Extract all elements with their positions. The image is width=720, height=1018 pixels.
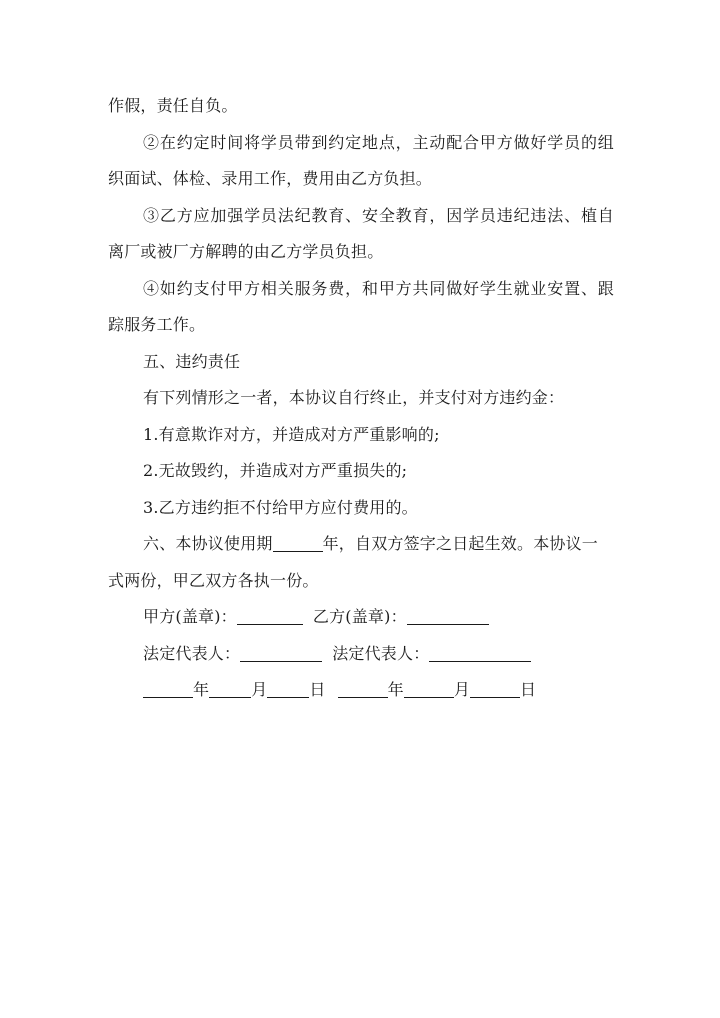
paragraph-line <box>108 526 614 563</box>
month-label: 月 <box>453 680 471 699</box>
rep-b-blank <box>429 645 531 662</box>
paragraph-line: 有下列情形之一者，本协议自行终止，并支付对方违约金： <box>143 388 565 407</box>
signature-row-representatives <box>108 636 614 673</box>
paragraph-line: 作假，责任自负。 <box>108 96 238 115</box>
list-item: 3.乙方违约拒不付给甲方应付费用的。 <box>143 497 418 517</box>
year-label: 年 <box>193 680 210 699</box>
paragraph-line: 式两份，甲乙双方各执一份。 <box>108 570 319 590</box>
list-item: 1.有意欺诈对方，并造成对方严重影响的; <box>143 424 440 444</box>
party-b-label: 乙方(盖章)： <box>312 607 407 626</box>
date-b-month-blank <box>404 681 454 698</box>
signature-row-parties <box>108 599 614 636</box>
party-a-label: 甲方(盖章)： <box>143 607 237 626</box>
paragraph-line: 离厂或被厂方解聘的由乙方学员负担。 <box>108 242 384 261</box>
section6-prefix: 六、本协议使用期 <box>143 534 273 553</box>
year-label: 年 <box>387 680 404 699</box>
rep-a-blank <box>240 645 322 662</box>
document-body <box>108 88 614 709</box>
term-blank <box>273 535 323 552</box>
paragraph-line: ④如约支付甲方相关服务费，和甲方共同做好学生就业安置、跟 <box>143 278 614 298</box>
paragraph-line: 踪服务工作。 <box>108 315 206 334</box>
paragraph-line: ②在约定时间将学员带到约定地点，主动配合甲方做好学员的组 <box>143 132 614 152</box>
section6-suffix: 年，自双方签字之日起生效。本协议一 <box>322 534 599 553</box>
day-label: 日 <box>520 680 537 699</box>
date-a-year-blank <box>143 681 193 698</box>
paragraph-line: ③乙方应加强学员法纪教育、安全教育，因学员违纪违法、植自 <box>143 205 614 225</box>
rep-b-label: 法定代表人： <box>332 643 430 663</box>
section-heading: 五、违约责任 <box>143 351 241 371</box>
date-b-day-blank <box>470 681 520 698</box>
signature-row-dates <box>108 672 614 709</box>
party-b-blank <box>407 608 489 625</box>
date-b-year-blank <box>338 681 388 698</box>
date-a-month-blank <box>209 681 251 698</box>
party-a-blank <box>237 608 303 625</box>
day-label: 日 <box>309 680 326 699</box>
rep-a-label: 法定代表人： <box>143 643 241 663</box>
paragraph-line: 织面试、体检、录用工作，费用由乙方负担。 <box>108 169 433 188</box>
list-item: 2.无故毁约，并造成对方严重损失的; <box>143 461 408 480</box>
date-a-day-blank <box>267 681 309 698</box>
month-label: 月 <box>251 680 268 699</box>
